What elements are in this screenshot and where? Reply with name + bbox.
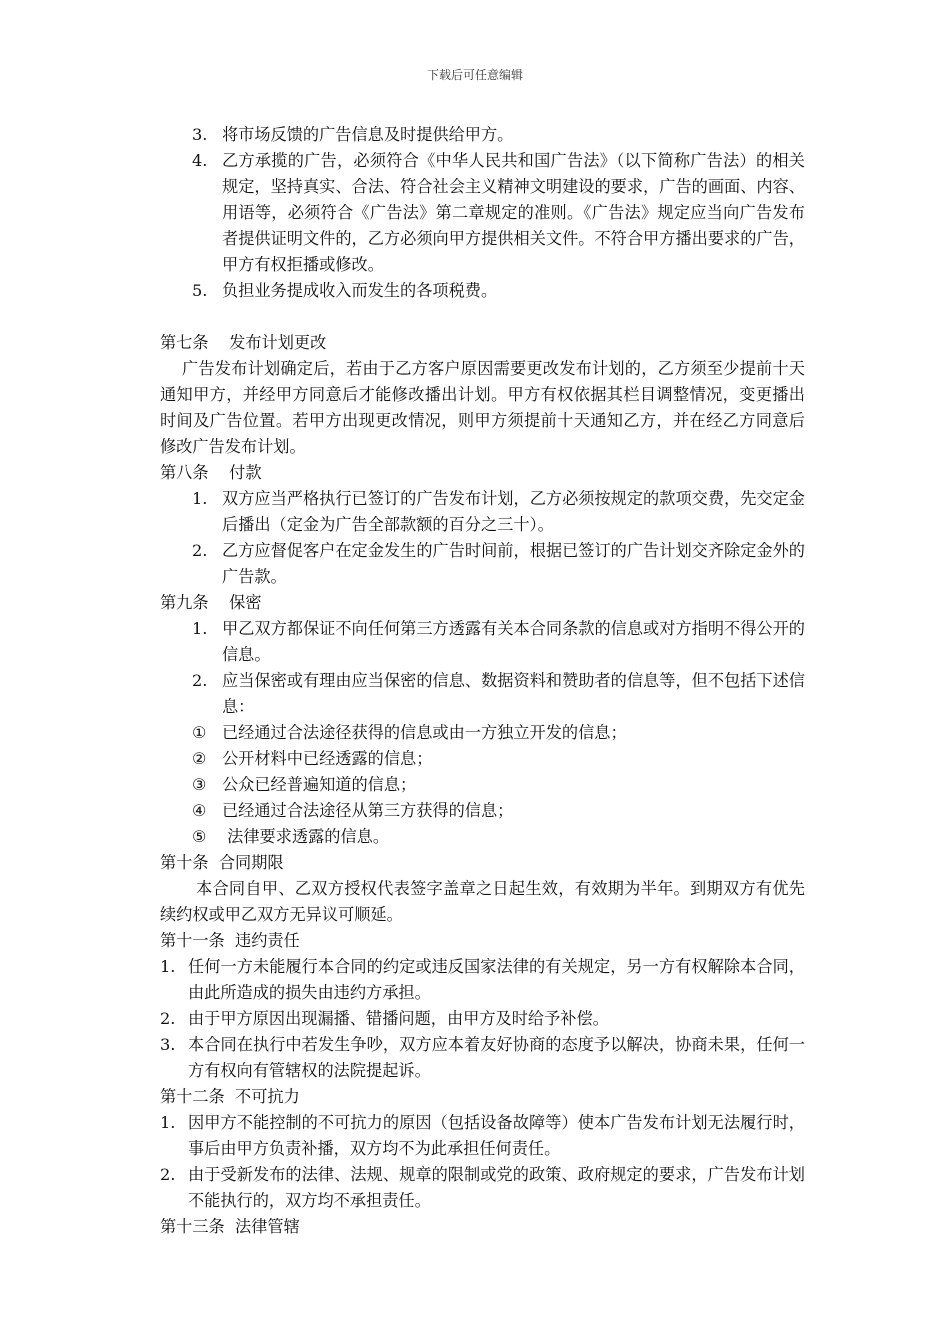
list-number: 3. bbox=[160, 1035, 176, 1054]
list-text: 双方应当严格执行已签订的广告发布计划，乙方必须按规定的款项交费，先交定金后播出（定金为广告全部款额的百分之三十）。 bbox=[222, 489, 805, 534]
article-9-exception-4 bbox=[160, 798, 805, 824]
article-8-item-1 bbox=[160, 486, 805, 538]
article-11-title: 第十一条 违约责任 bbox=[160, 931, 300, 950]
list-number: ④ bbox=[192, 801, 207, 820]
article-11-item-3 bbox=[160, 1032, 805, 1084]
contract-body bbox=[160, 122, 805, 1240]
article-9-exception-3 bbox=[160, 772, 805, 798]
obligation-item-5 bbox=[160, 278, 805, 304]
list-number: 5. bbox=[192, 281, 208, 300]
article-9-title: 第九条 保密 bbox=[160, 593, 262, 612]
article-13-title: 第十三条 法律管辖 bbox=[160, 1217, 300, 1236]
article-9-item-2 bbox=[160, 668, 805, 720]
article-10-title: 第十条 合同期限 bbox=[160, 853, 284, 872]
article-7-title: 第七条 发布计划更改 bbox=[160, 333, 327, 352]
article-11-item-2 bbox=[160, 1006, 805, 1032]
article-8-title: 第八条 付款 bbox=[160, 463, 262, 482]
page-header-note: 下载后可任意编辑 bbox=[426, 68, 523, 82]
article-8-item-2 bbox=[160, 538, 805, 590]
list-text: 法律要求透露的信息。 bbox=[222, 827, 390, 846]
list-text: 公众已经普遍知道的信息； bbox=[222, 775, 417, 794]
list-text: 本合同在执行中若发生争吵，双方应本着友好协商的态度予以解决，协商未果，任何一方有权向有管辖权的法院提起诉。 bbox=[188, 1035, 805, 1080]
list-text: 由于甲方原因出现漏播、错播问题，由甲方及时给予补偿。 bbox=[188, 1009, 609, 1028]
list-number: 1. bbox=[160, 957, 176, 976]
list-text: 乙方承揽的广告，必须符合《中华人民共和国广告法》（以下简称广告法）的相关规定，坚持真实、合法、符合社会主义精神文明建设的要求，广告的画面、内容、用语等，必须符合《广告法》第二章规定的准则。《广告法》规定应当向广告发布者提供证明文件的，乙方必须向甲方提供相关文件。不符合甲方播出要求的广告，甲方有权拒播或修改。 bbox=[222, 151, 805, 274]
article-7-body: 广告发布计划确定后，若由于乙方客户原因需要更改发布计划的，乙方须至少提前十天通知甲方，并经甲方同意后才能修改播出计划。甲方有权依据其栏目调整情况，变更播出时间及广告位置。若甲方出现更改情况，则甲方须提前十天通知乙方，并在经乙方同意后修改广告发布计划。 bbox=[160, 359, 805, 456]
article-9-item-1 bbox=[160, 616, 805, 668]
list-text: 已经通过合法途径从第三方获得的信息； bbox=[222, 801, 514, 820]
list-text: 甲乙双方都保证不向任何第三方透露有关本合同条款的信息或对方指明不得公开的信息。 bbox=[222, 619, 805, 664]
article-10-body: 本合同自甲、乙双方授权代表签字盖章之日起生效，有效期为半年。到期双方有优先续约权或甲乙双方无异议可顺延。 bbox=[160, 879, 805, 924]
list-text: 乙方应督促客户在定金发生的广告时间前，根据已签订的广告计划交齐除定金外的广告款。 bbox=[222, 541, 805, 586]
obligation-item-3 bbox=[160, 122, 805, 148]
article-11-item-1 bbox=[160, 954, 805, 1006]
list-text: 公开材料中已经透露的信息； bbox=[222, 749, 433, 768]
article-12-title: 第十二条 不可抗力 bbox=[160, 1087, 300, 1106]
obligation-item-4 bbox=[160, 148, 805, 278]
list-number: 1. bbox=[192, 489, 208, 508]
list-number: 4. bbox=[192, 151, 208, 170]
list-number: 1. bbox=[160, 1113, 176, 1132]
list-number: ② bbox=[192, 749, 207, 768]
article-12-item-1 bbox=[160, 1110, 805, 1162]
article-9-exception-2 bbox=[160, 746, 805, 772]
list-text: 应当保密或有理由应当保密的信息、数据资料和赞助者的信息等，但不包括下述信息： bbox=[222, 671, 805, 716]
list-text: 已经通过合法途径获得的信息或由一方独立开发的信息； bbox=[222, 723, 627, 742]
list-number: ⑤ bbox=[192, 827, 207, 846]
list-text: 负担业务提成收入而发生的各项税费。 bbox=[222, 281, 498, 300]
list-number: 2. bbox=[192, 541, 208, 560]
list-text: 因甲方不能控制的不可抗力的原因（包括设备故障等）使本广告发布计划无法履行时，事后由甲方负责补播，双方均不为此承担任何责任。 bbox=[188, 1113, 805, 1158]
article-12-item-2 bbox=[160, 1162, 805, 1214]
list-text: 将市场反馈的广告信息及时提供给甲方。 bbox=[222, 125, 514, 144]
article-9-exception-1 bbox=[160, 720, 805, 746]
article-9-exception-5 bbox=[160, 824, 805, 850]
list-number: 1. bbox=[192, 619, 208, 638]
list-number: 2. bbox=[192, 671, 208, 690]
blank-line bbox=[160, 304, 805, 330]
list-number: 2. bbox=[160, 1165, 176, 1184]
list-text: 由于受新发布的法律、法规、规章的限制或党的政策、政府规定的要求，广告发布计划不能执行的，双方均不承担责任。 bbox=[188, 1165, 805, 1210]
list-number: ③ bbox=[192, 775, 207, 794]
list-number: 3. bbox=[192, 125, 208, 144]
list-text: 任何一方未能履行本合同的约定或违反国家法律的有关规定，另一方有权解除本合同，由此所造成的损失由违约方承担。 bbox=[188, 957, 805, 1002]
list-number: 2. bbox=[160, 1009, 176, 1028]
list-number: ① bbox=[192, 723, 207, 742]
